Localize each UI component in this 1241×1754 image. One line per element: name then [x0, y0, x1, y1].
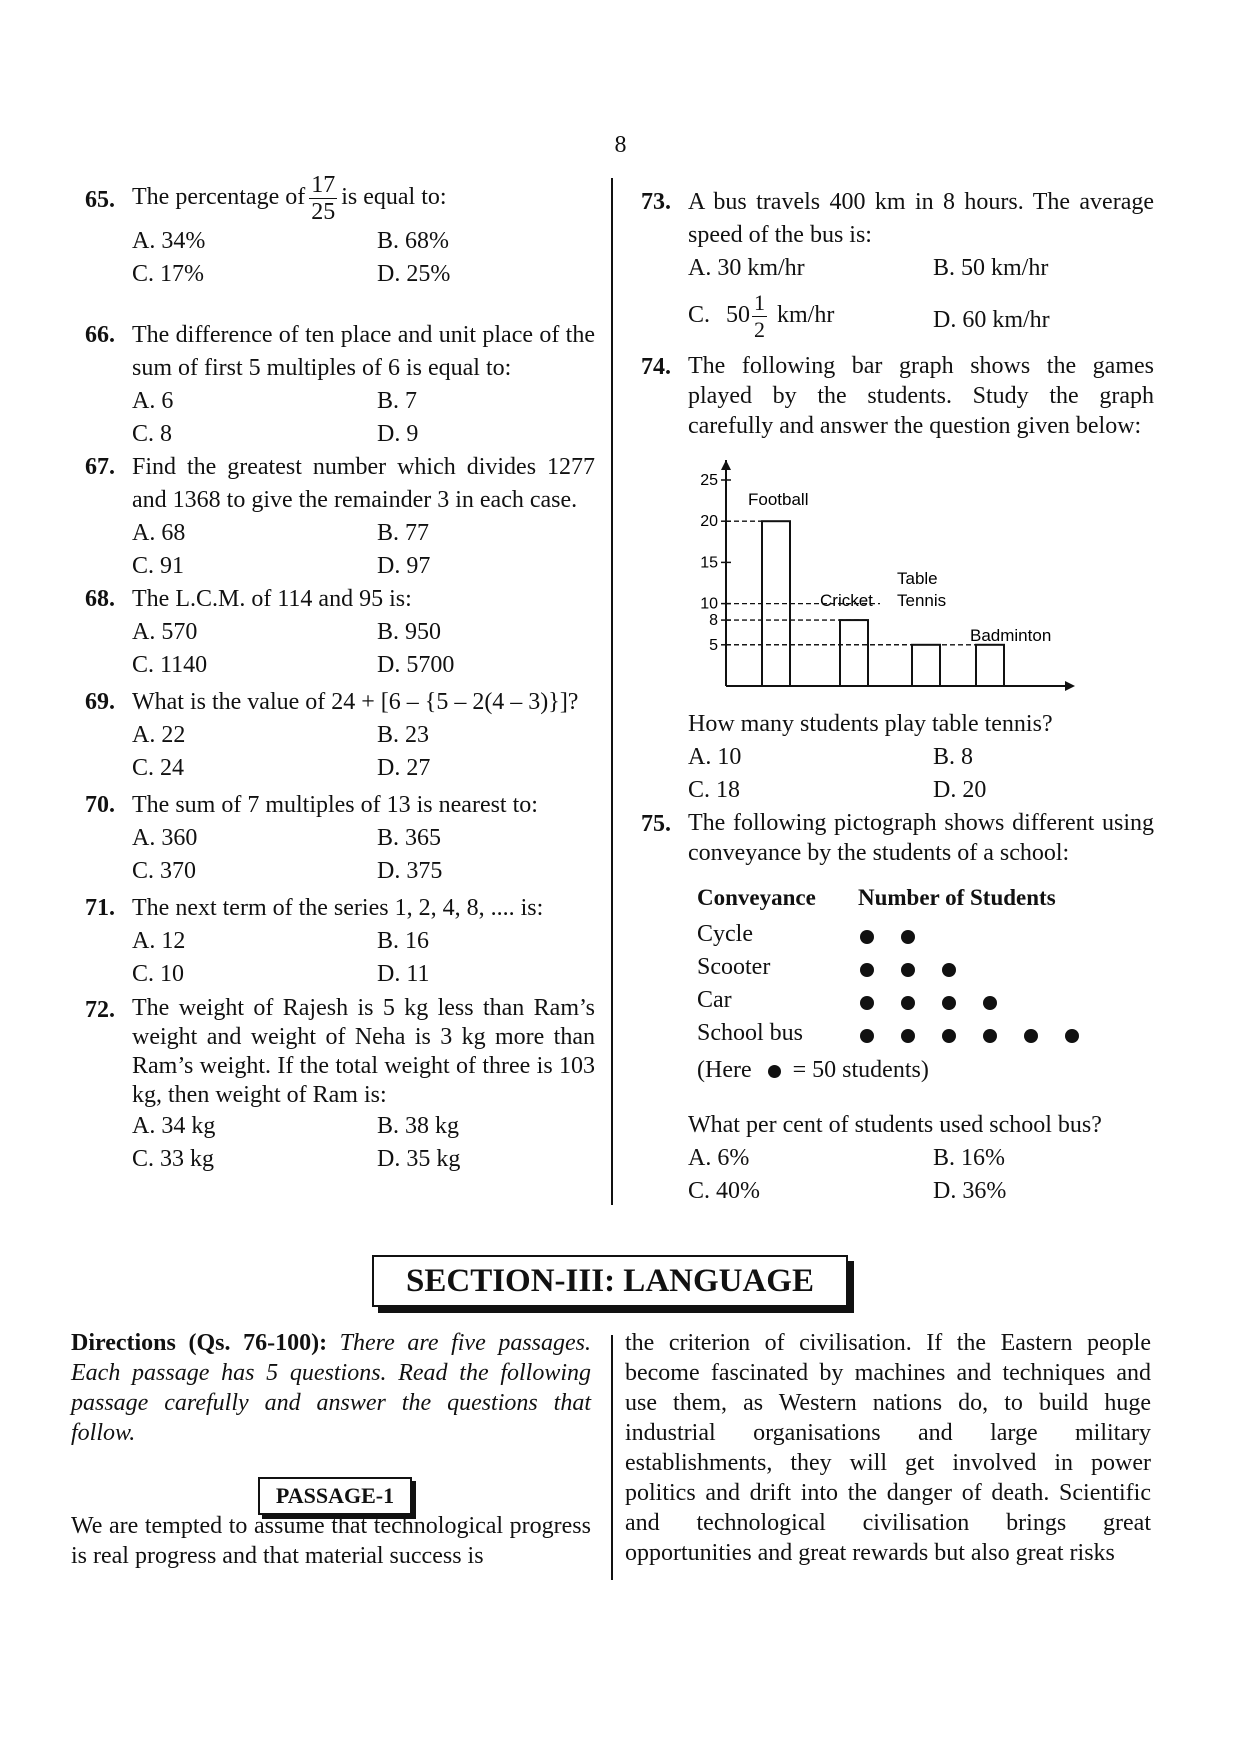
bar-chart: [690, 450, 1090, 700]
question-73: [641, 186, 1154, 342]
dot-icon: [901, 930, 915, 944]
pictograph-rows: [697, 921, 1157, 1053]
question-text: The L.C.M. of 114 and 95 is:: [132, 586, 412, 612]
option-b[interactable]: B. 16%: [933, 1145, 1005, 1171]
option-a[interactable]: A. 34%: [132, 228, 206, 254]
option-d[interactable]: D. 97: [377, 553, 431, 579]
y-axis-arrow: [721, 460, 731, 470]
option-d[interactable]: D. 20: [933, 777, 987, 803]
question-75: [641, 808, 1154, 868]
dot-icon: [942, 1029, 956, 1043]
option-a[interactable]: A. 12: [132, 928, 186, 954]
question-number: 75.: [641, 811, 671, 837]
passage-text-left: We are tempted to assume that technological progress is real progress and that material success is: [71, 1513, 591, 1569]
y-tick-label: 25: [700, 472, 718, 489]
pictograph-header-conveyance: Conveyance: [697, 885, 816, 910]
question-text-pre: The percentage of: [132, 184, 306, 211]
option-b[interactable]: B. 50 km/hr: [933, 255, 1049, 281]
option-b[interactable]: B. 68%: [377, 228, 449, 254]
question-number: 74.: [641, 354, 671, 380]
fraction-denominator: 2: [754, 317, 766, 342]
dot-icon: [983, 996, 997, 1010]
dot-icon: [1024, 1029, 1038, 1043]
bar-label: Cricket: [820, 591, 873, 611]
fraction: [309, 172, 337, 225]
question-text: The weight of Rajesh is 5 kg less than Ram’s weight and weight of Neha is 3 kg more than Ram’s weight. If the total weight of three is 103 kg, then weight of Ram is:: [132, 995, 595, 1108]
dot-icon: [1065, 1029, 1079, 1043]
option-a[interactable]: A. 30 km/hr: [688, 255, 805, 281]
directions: [71, 1328, 591, 1448]
option-c[interactable]: C. 33 kg: [132, 1146, 215, 1172]
page-number: 8: [614, 132, 627, 158]
question-70: [85, 789, 595, 888]
passage-title: PASSAGE-1: [258, 1477, 412, 1515]
option-b[interactable]: B. 950: [377, 619, 442, 645]
option-d[interactable]: D. 9: [377, 421, 419, 447]
y-tick-label: 8: [709, 612, 718, 630]
option-a[interactable]: A. 570: [132, 619, 198, 645]
conveyance-label: School bus: [697, 1020, 804, 1046]
option-d[interactable]: D. 35 kg: [377, 1146, 461, 1172]
bar: [912, 645, 940, 686]
dot-icon: [942, 996, 956, 1010]
option-a[interactable]: A. 22: [132, 722, 186, 748]
question-66: [85, 319, 595, 451]
question-74-ask: [641, 708, 1154, 807]
question-text: The next term of the series 1, 2, 4, 8, .... is:: [132, 895, 544, 921]
question-65: [85, 172, 595, 291]
dot-icon: [901, 963, 915, 977]
passage-text-right: the criterion of civilisation. If the Eastern people become fascinated by machines and techniques and use them, as Western nations do, to build huge industrial organisations and large military establishments, they will get involved in power politics and drift into the danger of death. Scientific and technological civilisation brings great opportunities and great rewards but also great risks: [625, 1330, 1151, 1566]
question-text: The following bar graph shows the games played by the students. Study the graph carefully and answer the question given below:: [688, 353, 1154, 439]
y-tick-label: 20: [700, 513, 718, 531]
option-label: C.: [688, 302, 711, 329]
option-d[interactable]: D. 5700: [377, 652, 455, 678]
question-number: 72.: [85, 997, 115, 1023]
option-b[interactable]: B. 77: [377, 520, 430, 546]
question-number: 68.: [85, 586, 115, 612]
option-whole: 50: [726, 302, 751, 329]
option-c[interactable]: C. 24: [132, 755, 185, 781]
option-c[interactable]: [688, 290, 834, 343]
option-b[interactable]: B. 365: [377, 825, 442, 851]
option-a[interactable]: A. 360: [132, 825, 198, 851]
dot-icon: [901, 1029, 915, 1043]
section-title: SECTION-III: LANGUAGE: [372, 1255, 848, 1307]
option-c[interactable]: C. 17%: [132, 261, 204, 287]
option-b[interactable]: B. 7: [377, 388, 418, 414]
dot-icon: [860, 1029, 874, 1043]
question-text-post: is equal to:: [341, 184, 447, 211]
dot-icon: [983, 1029, 997, 1043]
question-74: [641, 351, 1154, 441]
question-67: [85, 451, 595, 583]
y-tick-label: 15: [700, 554, 718, 572]
bar-label: Badminton: [970, 625, 1052, 645]
option-b[interactable]: B. 16: [377, 928, 430, 954]
option-b[interactable]: B. 8: [933, 744, 974, 770]
dot-icon: [901, 996, 915, 1010]
question-text: What is the value of 24 + [6 – {5 – 2(4 – 3)}]?: [132, 689, 579, 715]
option-a[interactable]: A. 34 kg: [132, 1113, 216, 1139]
fraction: [752, 290, 767, 343]
conveyance-label: Scooter: [697, 954, 771, 980]
directions-text: There are five passages. Each passage has 5 questions. Read the following passage carefully and answer the questions that follow.: [71, 1330, 592, 1446]
option-a[interactable]: A. 6: [132, 388, 174, 414]
option-c[interactable]: C. 10: [132, 961, 185, 987]
y-tick-label: 5: [709, 636, 718, 654]
option-a[interactable]: A. 68: [132, 520, 186, 546]
bar: [840, 620, 868, 686]
fraction-denominator: 25: [311, 199, 336, 225]
bar-label: Football: [748, 490, 809, 510]
dot-icon: [768, 1065, 781, 1078]
bar-label: Table: [897, 569, 938, 589]
question-number: 65.: [85, 187, 115, 213]
key-label: (Here: [697, 1057, 752, 1083]
dot-icon: [860, 930, 874, 944]
pictograph-row: [697, 921, 1157, 954]
question-68: [85, 583, 595, 682]
option-c[interactable]: C. 18: [688, 777, 741, 803]
question-number: 69.: [85, 689, 115, 715]
fraction-numerator: 17: [311, 172, 336, 198]
conveyance-label: Cycle: [697, 921, 753, 947]
column-divider: [611, 1335, 613, 1580]
pictograph-row: [697, 987, 1157, 1020]
question-text: The following pictograph shows different using conveyance by the students of a school:: [688, 810, 1154, 866]
option-d[interactable]: D. 60 km/hr: [933, 307, 1050, 333]
question-text: The sum of 7 multiples of 13 is nearest to:: [132, 792, 538, 818]
option-c[interactable]: C. 370: [132, 858, 197, 884]
pictograph-row: [697, 1020, 1157, 1053]
pictograph-header-count: Number of Students: [858, 885, 1056, 910]
option-c[interactable]: C. 40%: [688, 1178, 760, 1204]
option-d[interactable]: D. 375: [377, 858, 443, 884]
x-axis-arrow: [1065, 681, 1075, 691]
option-d[interactable]: D. 27: [377, 755, 431, 781]
dot-icon: [942, 963, 956, 977]
question-text: How many students play table tennis?: [688, 711, 1053, 737]
option-c[interactable]: C. 8: [132, 421, 173, 447]
question-text: Find the greatest number which divides 1277 and 1368 to give the remainder 3 in each case.: [132, 454, 595, 513]
y-tick-label: 10: [700, 595, 718, 613]
directions-label: Directions (Qs. 76-100):: [71, 1330, 328, 1356]
dot-icon: [860, 963, 874, 977]
question-number: 71.: [85, 895, 115, 921]
question-text: The difference of ten place and unit place of the sum of first 5 multiples of 6 is equal to:: [132, 322, 595, 381]
question-number: 70.: [85, 792, 115, 818]
question-number: 67.: [85, 454, 115, 480]
option-d[interactable]: D. 36%: [933, 1178, 1007, 1204]
option-c[interactable]: C. 91: [132, 553, 185, 579]
question-72: [85, 994, 595, 1176]
question-text: [132, 172, 595, 225]
fraction-numerator: 1: [754, 290, 766, 315]
dot-icon: [860, 996, 874, 1010]
bar: [976, 645, 1004, 686]
question-number: 73.: [641, 189, 671, 215]
bar-label: Tennis: [897, 591, 947, 611]
pictograph-key: [697, 1057, 1157, 1091]
conveyance-label: Car: [697, 987, 732, 1013]
option-d[interactable]: D. 25%: [377, 261, 451, 287]
question-69: [85, 686, 595, 785]
question-71: [85, 892, 595, 991]
question-number: 66.: [85, 322, 115, 348]
pictograph-row: [697, 954, 1157, 987]
option-c[interactable]: C. 1140: [132, 652, 208, 678]
key-value: = 50 students): [792, 1057, 929, 1083]
question-text: A bus travels 400 km in 8 hours. The average speed of the bus is:: [688, 189, 1154, 248]
option-b[interactable]: B. 23: [377, 722, 430, 748]
question-text: What per cent of students used school bus?: [688, 1112, 1102, 1138]
option-b[interactable]: B. 38 kg: [377, 1113, 460, 1139]
pictograph: [697, 885, 1157, 1091]
column-divider: [611, 178, 613, 1205]
option-d[interactable]: D. 11: [377, 961, 430, 987]
question-75-ask: [641, 1109, 1154, 1208]
option-a[interactable]: A. 10: [688, 744, 742, 770]
option-unit: km/hr: [777, 302, 835, 329]
option-a[interactable]: A. 6%: [688, 1145, 750, 1171]
